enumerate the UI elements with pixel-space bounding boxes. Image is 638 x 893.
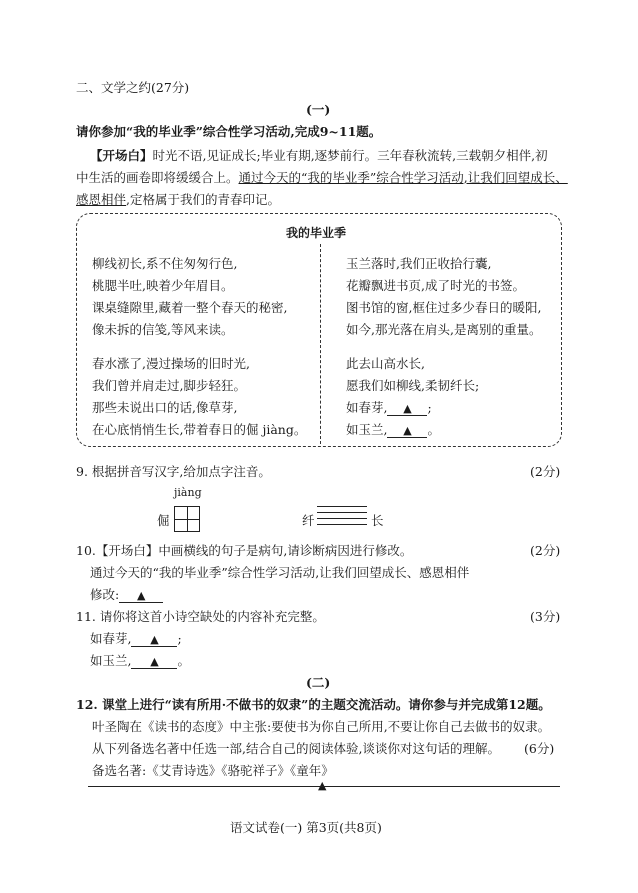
part-two-heading: (二)	[306, 675, 331, 690]
opening-tag: 【开场白】	[90, 148, 153, 163]
q11-score: (3分)	[530, 609, 561, 624]
q12-quote: 叶圣陶在《读书的态度》中主张:要使书为你自己所用,不要让你自己去做书的奴隶。	[92, 719, 551, 734]
poem-left-line: 我们曾并肩走过,脚步轻狂。	[92, 378, 246, 393]
q9-pinyin-line	[317, 512, 367, 513]
poem-left-line: 在心底悄悄生长,带着春日的倔 jiàng。	[92, 422, 307, 437]
opening-line-3	[76, 190, 280, 208]
q12-task: 从下列备选名著中任选一部,结合自己的阅读体验,谈谈你对这句话的理解。	[92, 741, 500, 756]
q10-sentence: 通过今天的“我的毕业季”综合性学习活动,让我们回望成长、感恩相伴	[90, 565, 470, 580]
q10-answer-blank[interactable]	[119, 587, 163, 603]
q10-score: (2分)	[530, 543, 561, 558]
blank-triangle-icon: ▲	[403, 424, 412, 437]
q9-pinyin: jiàng	[174, 486, 202, 499]
q12-score: (6分)	[524, 741, 555, 756]
poem-punct: ;	[427, 400, 432, 415]
q12-answer-triangle-icon: ▲	[318, 779, 327, 792]
q9-pinyin-line	[317, 506, 367, 507]
poem-title: 我的毕业季	[286, 226, 347, 240]
q11-line-2	[90, 651, 190, 669]
poem-divider	[320, 244, 321, 444]
q12-text: 12. 课堂上进行“读有所用·不做书的奴隶”的主题交流活动。请你参与并完成第12题。	[76, 697, 551, 712]
q11-text: 11. 请你将这首小诗空缺处的内容补充完整。	[76, 609, 325, 624]
q9-char-1: 倔	[157, 513, 170, 528]
poem-right-line: 图书馆的窗,框住过多少春日的暖阳,	[346, 300, 542, 315]
poem-left-line: 课桌缝隙里,藏着一整个春天的秘密,	[92, 300, 288, 315]
poem-left-line: 柳线初长,系不住匆匆行色,	[92, 256, 238, 271]
q12-books: 备选名著:《艾青诗选》《骆驼祥子》《童年》	[92, 763, 334, 778]
poem-left-line: 桃腮半吐,映着少年眉目。	[92, 278, 234, 293]
q10-fix-line	[90, 585, 163, 603]
q9-char-3: 长	[371, 513, 384, 528]
q10-text: 10.【开场白】中画横线的句子是病句,请诊断病因进行修改。	[76, 543, 413, 558]
q11-prefix-2: 如玉兰,	[90, 653, 132, 668]
q11-blank-1[interactable]	[131, 631, 177, 647]
poem-blank[interactable]	[387, 400, 427, 416]
poem-right-line: 此去山高水长,	[346, 356, 425, 371]
q11-prefix-1: 如春芽,	[90, 631, 132, 646]
page-footer: 语文试卷(一) 第3页(共8页)	[230, 820, 382, 835]
opening-underlined-2b: 通过今天的“我的毕业季”综合性学习活动,让我们回望成长、	[238, 170, 568, 185]
q9-text: 9. 根据拼音写汉字,给加点字注音。	[76, 464, 271, 479]
poem-right-line: 花瓣飘进书页,成了时光的书签。	[346, 278, 525, 293]
part-one-heading: (一)	[306, 102, 331, 117]
q9-char-2: 纤	[302, 513, 315, 528]
q11-blank-2[interactable]	[131, 653, 177, 669]
blank-triangle-icon: ▲	[150, 655, 159, 668]
q9-writing-grid[interactable]	[174, 506, 200, 532]
q11-punct-2: 。	[177, 653, 190, 668]
q9-score: (2分)	[530, 464, 561, 479]
opening-underlined-3a: 感恩相伴	[76, 192, 127, 207]
q11-line-1	[90, 629, 182, 647]
blank-triangle-icon: ▲	[403, 402, 412, 415]
poem-right-line: 愿我们如柳线,柔韧纤长;	[346, 378, 480, 393]
poem-left-line: 像未拆的信笺,等风来读。	[92, 322, 234, 337]
opening-text-2a: 中生活的画卷即将缓缓合上。	[76, 170, 239, 185]
poem-left-line: 那些未说出口的话,像草芽,	[92, 400, 238, 415]
q9-pinyin-line	[317, 518, 367, 519]
poem-right-prefix: 如玉兰,	[346, 422, 388, 437]
poem-right-line: 玉兰落时,我们正收拾行囊,	[346, 256, 492, 271]
poem-punct: 。	[427, 422, 440, 437]
opening-text-1: 时光不语,见证成长;毕业有期,逐梦前行。三年春秋流转,三载朝夕相伴,初	[152, 148, 548, 163]
poem-left-line: 春水涨了,漫过操场的旧时光,	[92, 356, 250, 371]
opening-text-3b: ,定格属于我们的青春印记。	[126, 192, 280, 207]
poem-right-line: 如今,那光落在肩头,是离别的重量。	[346, 322, 542, 337]
q12-answer-line[interactable]	[88, 786, 560, 787]
poem-blank[interactable]	[387, 422, 427, 438]
opening-line-2	[76, 168, 568, 186]
q11-punct-1: ;	[177, 631, 182, 646]
opening-line-1	[90, 146, 548, 164]
poem-right-line-blank	[346, 398, 432, 416]
section-title: 二、文学之约(27分)	[76, 80, 190, 95]
q9-pinyin-line[interactable]	[317, 524, 367, 525]
blank-triangle-icon: ▲	[136, 589, 146, 602]
q10-fix-label: 修改:	[90, 587, 120, 602]
poem-right-prefix: 如春芽,	[346, 400, 388, 415]
intro-question: 请你参加“我的毕业季”综合性学习活动,完成9~11题。	[76, 124, 382, 139]
poem-right-line-blank	[346, 420, 440, 438]
blank-triangle-icon: ▲	[150, 633, 159, 646]
